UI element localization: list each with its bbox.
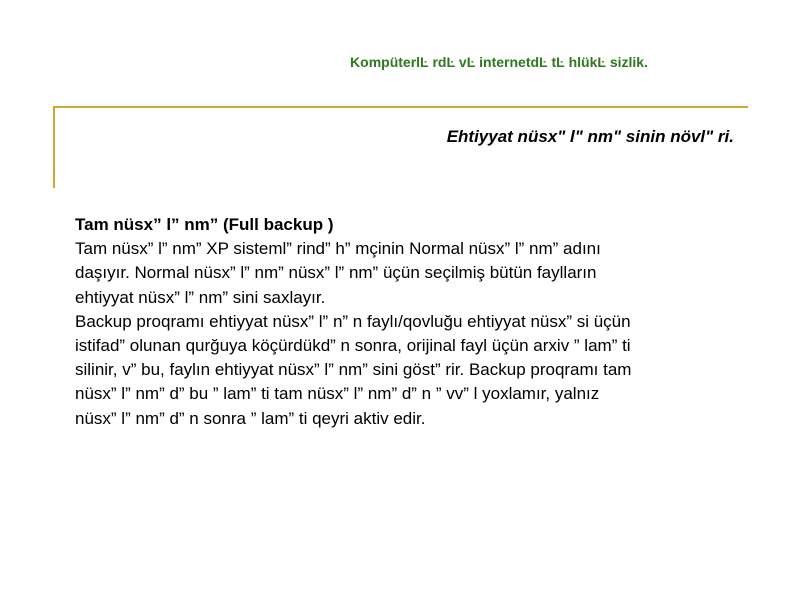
body-line: istifad” olunan qurğuya köçürdükd” n sonra, orijinal fayl üçün arxiv ” lam” ti <box>75 336 631 356</box>
body-line: nüsx” l” nm” d” n sonra ” lam” ti qeyri aktiv edir. <box>75 408 426 428</box>
body-line: daşıyır. Normal nüsx” l” nm” nüsx” l” nm” üçün seçilmiş bütün faylların <box>75 263 597 283</box>
body-line: Tam nüsx” l” nm” XP sisteml” rind” h” mçinin Normal nüsx” l” nm” adını <box>75 239 601 259</box>
body-line: Backup proqramı ehtiyyat nüsx” l” n” n faylı/qovluğu ehtiyyat nüsx” si üçün <box>75 311 631 331</box>
slide-body <box>75 213 755 431</box>
left-divider <box>53 106 55 188</box>
body-line: ehtiyyat nüsx” l” nm” sini saxlayır. <box>75 287 326 307</box>
body-line: nüsx” l” nm” d” bu ” lam” ti tam nüsx” l” nm” d” n ” vv” l yoxlamır, yalnız <box>75 384 600 404</box>
body-line: silinir, v” bu, faylın ehtiyyat nüsx” l” nm” sini göst” rir. Backup proqramı tam <box>75 360 632 380</box>
slide-header-title: KompüterlĿ rdĿ vĿ internetdĿ tĿ hlükĿ sizlik. <box>350 54 648 70</box>
top-divider <box>53 106 748 108</box>
section-heading: Tam nüsx” l” nm” (Full backup ) <box>75 215 334 234</box>
slide-subtitle: Ehtiyyat nüsx" l" nm" sinin növl" ri. <box>446 127 734 146</box>
